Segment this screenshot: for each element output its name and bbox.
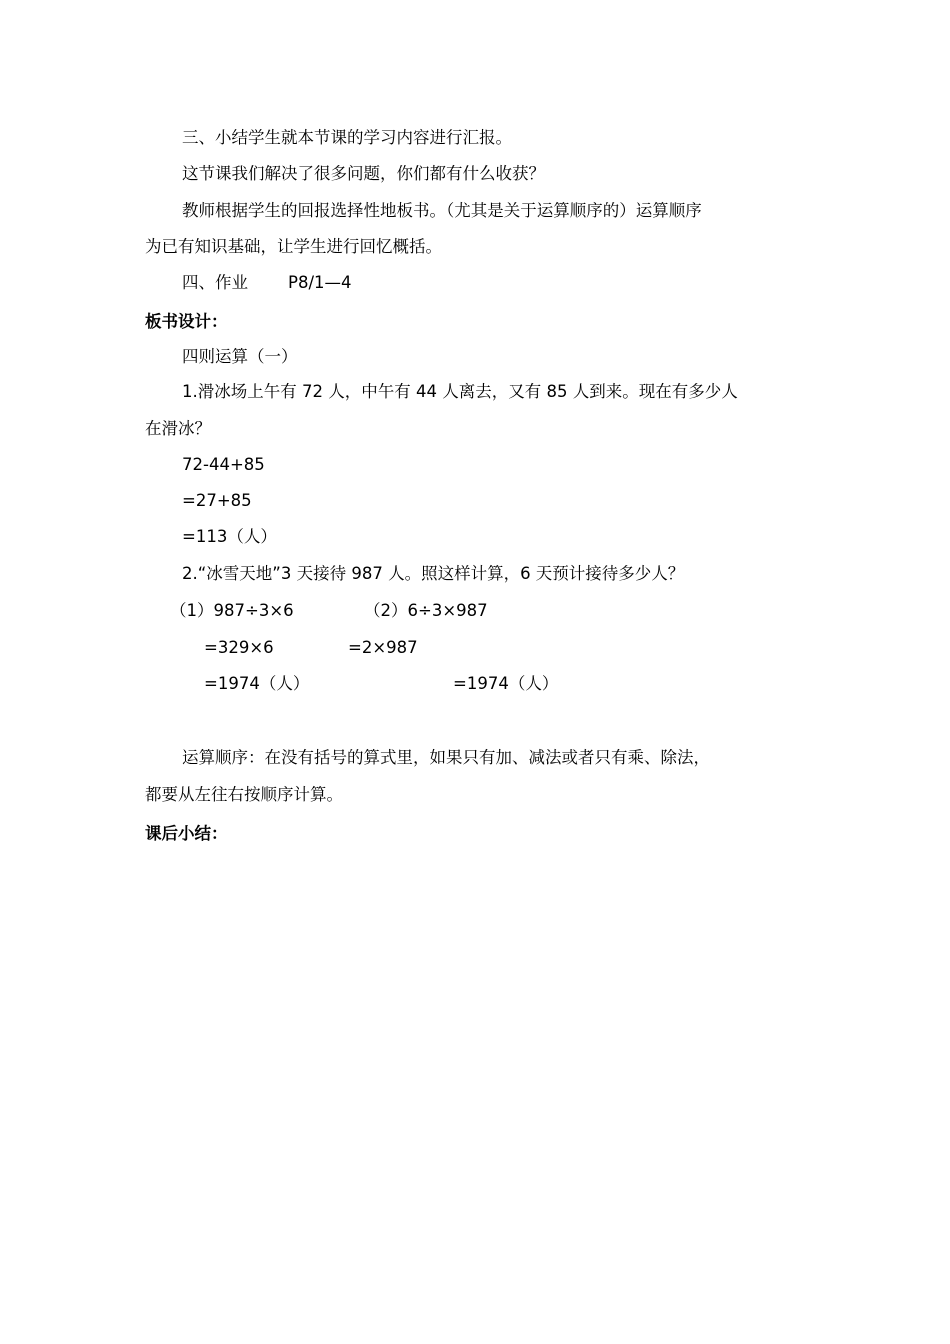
- problem-1-step-2: =27+85: [182, 491, 252, 510]
- homework-label: 四、作业: [182, 273, 248, 292]
- problem-1-line-1: 1.滑冰场上午有 72 人，中午有 44 人离去，又有 85 人到来。现在有多少人: [182, 382, 738, 401]
- problem-1-line-2: 在滑冰？: [145, 419, 211, 438]
- teacher-note-line-1: 教师根据学生的回报选择性地板书。（尤其是关于运算顺序的）运算顺序: [182, 201, 702, 220]
- method-2-line-3: =1974（人）: [453, 674, 559, 693]
- board-design-heading: 板书设计：: [145, 312, 228, 331]
- problem-1-step-3: =113（人）: [182, 527, 277, 546]
- operation-order-rule-line-1: 运算顺序：在没有括号的算式里，如果只有加、减法或者只有乘、除法，: [182, 748, 710, 767]
- operation-order-rule-line-2: 都要从左往右按顺序计算。: [145, 785, 343, 804]
- method-2-line-1: （2）6÷3×987: [364, 601, 488, 620]
- homework-reference: P8/1—4: [288, 273, 352, 292]
- board-title: 四则运算（一）: [182, 347, 298, 366]
- problem-1-step-1: 72-44+85: [182, 455, 265, 474]
- teacher-note-line-2: 为已有知识基础，让学生进行回忆概括。: [145, 237, 442, 256]
- method-1-line-1: （1）987÷3×6: [170, 601, 294, 620]
- method-1-line-2: =329×6: [204, 638, 274, 657]
- after-class-summary-heading: 课后小结：: [145, 824, 228, 843]
- summary-paragraph: 三、小结学生就本节课的学习内容进行汇报。: [182, 128, 512, 147]
- method-1-line-3: =1974（人）: [204, 674, 310, 693]
- problem-2-line: 2.“冰雪天地”3 天接待 987 人。照这样计算，6 天预计接待多少人？: [182, 564, 685, 583]
- method-2-line-2: =2×987: [348, 638, 418, 657]
- reflection-question: 这节课我们解决了很多问题，你们都有什么收获？: [182, 164, 545, 183]
